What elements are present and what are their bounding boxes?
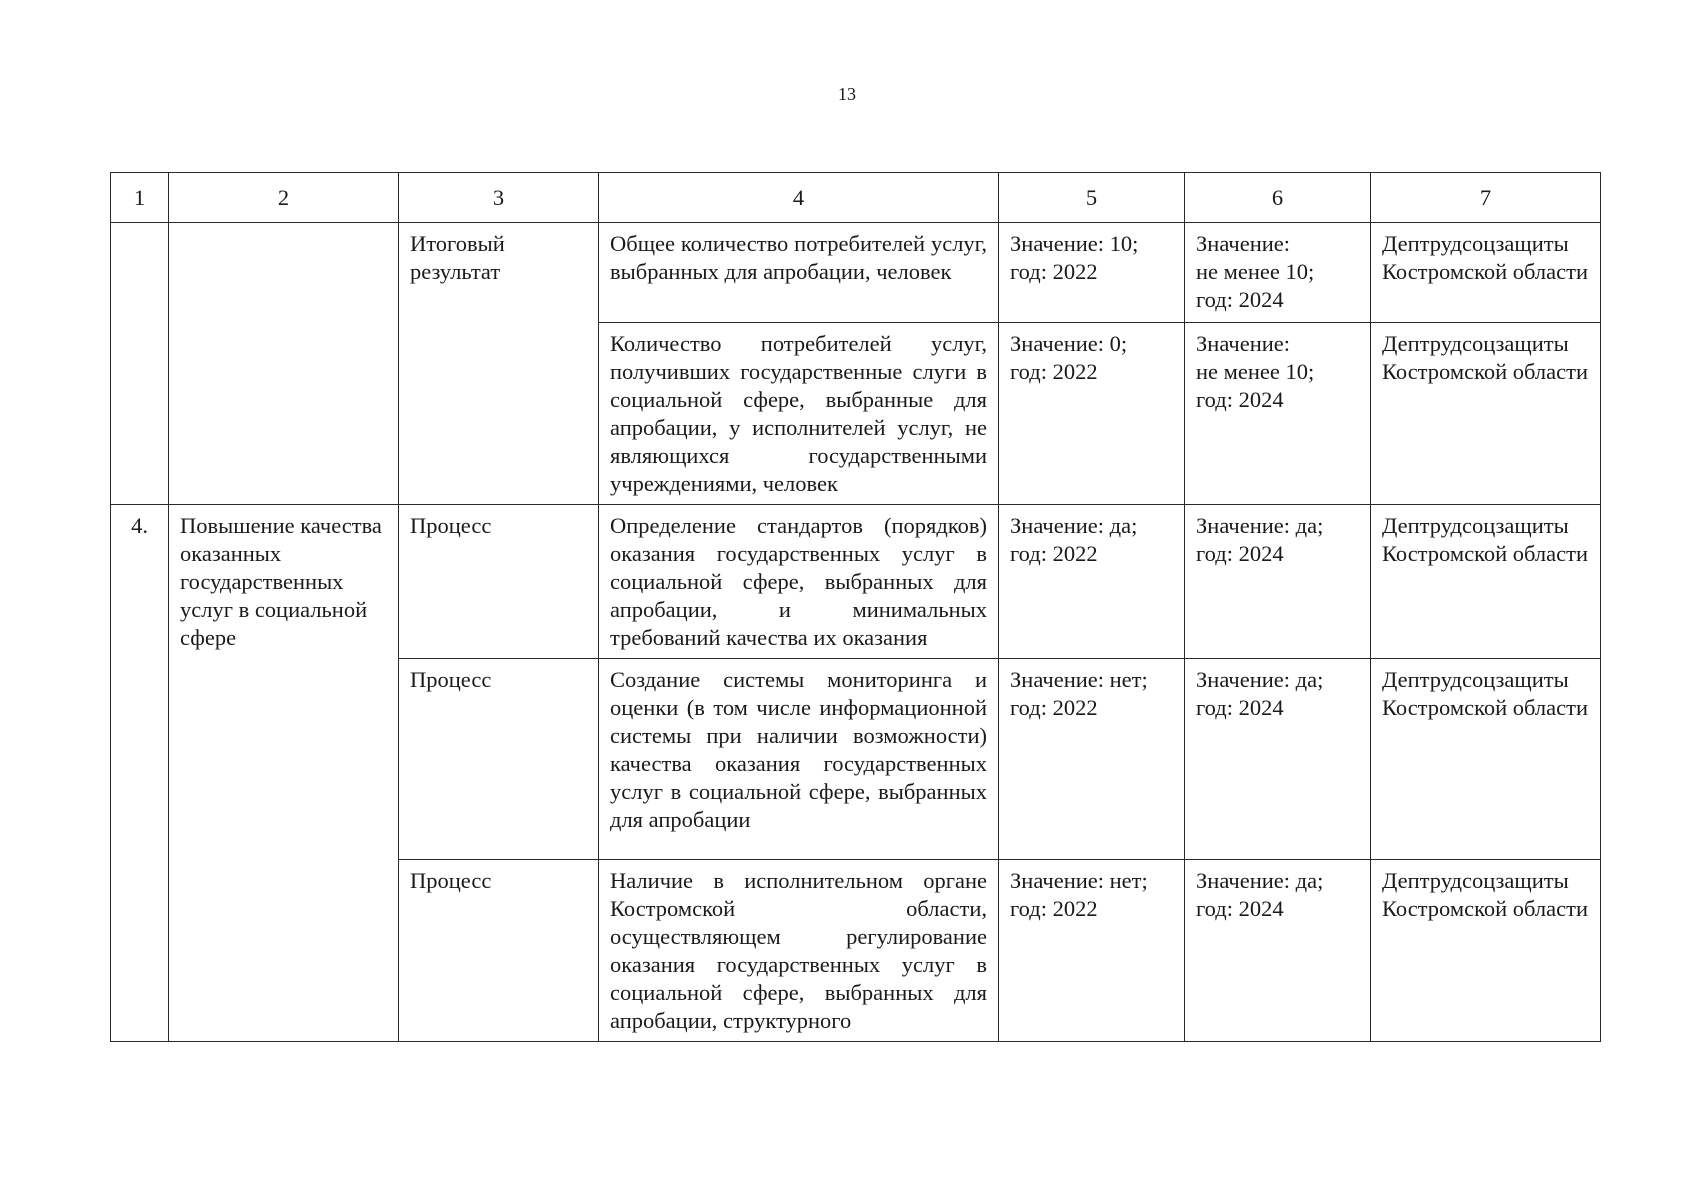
- page-number: 13: [838, 84, 856, 104]
- number-cell: [111, 223, 169, 505]
- target-value-cell: Значение: да; год: 2024: [1185, 659, 1371, 860]
- column-header: 6: [1185, 173, 1371, 223]
- target-value-cell: Значение: не менее 10; год: 2024: [1185, 223, 1371, 323]
- indicator-cell: Определение стандартов (порядков) оказания государственных услуг в социальной сфере, выбранных для апробации, и минимальных требований качества их оказания: [599, 505, 999, 659]
- target-value-cell: Значение: да; год: 2024: [1185, 860, 1371, 1042]
- column-header: 1: [111, 173, 169, 223]
- executor-cell: Дептрудсоцзащиты Костромской области: [1371, 659, 1601, 860]
- indicator-cell: Количество потребителей услуг, получивших государственные слуги в социальной сфере, выбранные для апробации, у исполнителей услуг, не являющихся государственными учреждениями, человек: [599, 323, 999, 505]
- executor-cell: Дептрудсоцзащиты Костромской области: [1371, 860, 1601, 1042]
- base-value-cell: Значение: 10; год: 2022: [999, 223, 1185, 323]
- executor-cell: Дептрудсоцзащиты Костромской области: [1371, 505, 1601, 659]
- stage-cell: Итоговый результат: [399, 223, 599, 505]
- executor-cell: Дептрудсоцзащиты Костромской области: [1371, 223, 1601, 323]
- column-header: 2: [169, 173, 399, 223]
- target-value-cell: Значение: не менее 10; год: 2024: [1185, 323, 1371, 505]
- task-cell: [169, 223, 399, 505]
- table-row: [111, 505, 1601, 659]
- stage-cell: Процесс: [399, 505, 599, 659]
- column-header: 4: [599, 173, 999, 223]
- target-value-cell: Значение: да; год: 2024: [1185, 505, 1371, 659]
- base-value-cell: Значение: да; год: 2022: [999, 505, 1185, 659]
- header-row: [111, 173, 1601, 223]
- indicators-table: [110, 172, 1601, 1042]
- stage-cell: Процесс: [399, 659, 599, 860]
- base-value-cell: Значение: нет; год: 2022: [999, 659, 1185, 860]
- indicator-cell: Наличие в исполнительном органе Костромской области, осуществляющем регулирование оказания государственных услуг в социальной сфере, выбранных для апробации, структурного: [599, 860, 999, 1042]
- executor-cell: Дептрудсоцзащиты Костромской области: [1371, 323, 1601, 505]
- indicator-cell: Создание системы мониторинга и оценки (в том числе информационной системы при наличии возможности) качества оказания государственных услуг в социальной сфере, выбранных для апробации: [599, 659, 999, 860]
- stage-cell: Процесс: [399, 860, 599, 1042]
- base-value-cell: Значение: нет; год: 2022: [999, 860, 1185, 1042]
- indicator-cell: Общее количество потребителей услуг, выбранных для апробации, человек: [599, 223, 999, 323]
- base-value-cell: Значение: 0; год: 2022: [999, 323, 1185, 505]
- column-header: 5: [999, 173, 1185, 223]
- number-cell: 4.: [111, 505, 169, 1042]
- table-row: [111, 223, 1601, 323]
- column-header: 7: [1371, 173, 1601, 223]
- column-header: 3: [399, 173, 599, 223]
- task-cell: Повышение качества оказанных государственных услуг в социальной сфере: [169, 505, 399, 1042]
